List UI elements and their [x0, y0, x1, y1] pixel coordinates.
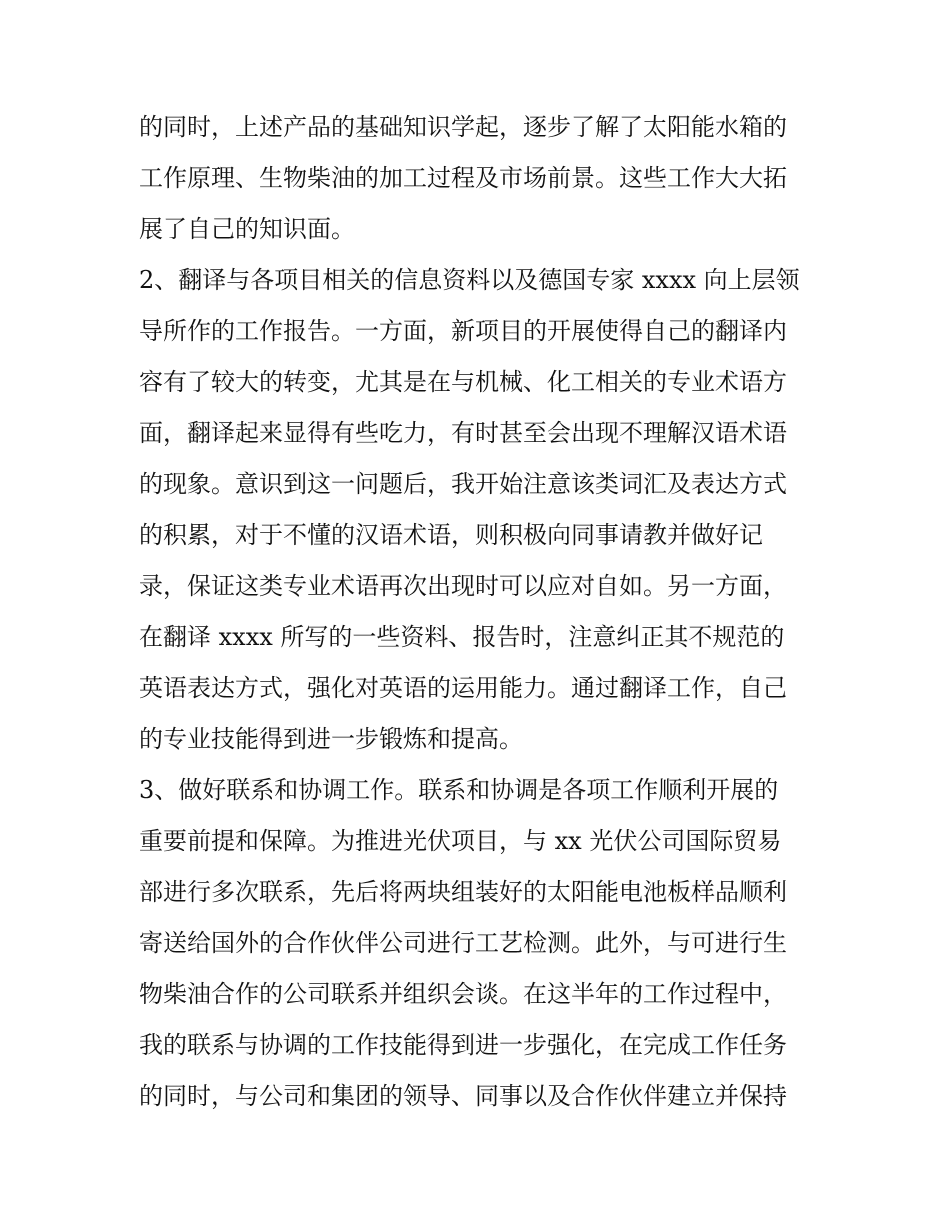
text-line: 重要前提和保障。为推进光伏项目，与 xx 光伏公司国际贸易: [139, 827, 782, 855]
text-line: 面，翻译起来显得有些吃力，有时甚至会出现不理解汉语术语: [139, 419, 787, 447]
text-line: 的专业技能得到进一步锻炼和提高。: [139, 725, 523, 753]
text-line: 容有了较大的转变，尤其是在与机械、化工相关的专业术语方: [139, 368, 787, 396]
text-line: 在翻译 xxxx 所写的一些资料、报告时，注意纠正其不规范的: [139, 623, 785, 651]
text-line: 工作原理、生物柴油的加工过程及市场前景。这些工作大大拓: [139, 164, 787, 192]
text-line: 展了自己的知识面。: [139, 215, 355, 243]
text-line: 英语表达方式，强化对英语的运用能力。通过翻译工作，自己: [139, 674, 787, 702]
text-line: 我的联系与协调的工作技能得到进一步强化，在完成工作任务: [139, 1031, 787, 1059]
text-line: 2、翻译与各项目相关的信息资料以及德国专家 xxxx 向上层领: [139, 266, 800, 294]
body-text: [139, 102, 819, 1122]
text-line: 的同时，上述产品的基础知识学起，逐步了解了太阳能水箱的: [139, 113, 787, 141]
text-line: 的积累，对于不懂的汉语术语，则积极向同事请教并做好记: [139, 521, 763, 549]
text-line: 3、做好联系和协调工作。联系和协调是各项工作顺利开展的: [139, 776, 779, 804]
text-line: 的同时，与公司和集团的领导、同事以及合作伙伴建立并保持: [139, 1082, 787, 1110]
text-line: 寄送给国外的合作伙伴公司进行工艺检测。此外，与可进行生: [139, 929, 787, 957]
text-line: 导所作的工作报告。一方面，新项目的开展使得自己的翻译内: [139, 317, 787, 345]
text-line: 物柴油合作的公司联系并组织会谈。在这半年的工作过程中，: [139, 980, 787, 1008]
text-line: 部进行多次联系，先后将两块组装好的太阳能电池板样品顺利: [139, 878, 787, 906]
text-line: 的现象。意识到这一问题后，我开始注意该类词汇及表达方式: [139, 470, 787, 498]
text-line: 录，保证这类专业术语再次出现时可以应对自如。另一方面，: [139, 572, 787, 600]
